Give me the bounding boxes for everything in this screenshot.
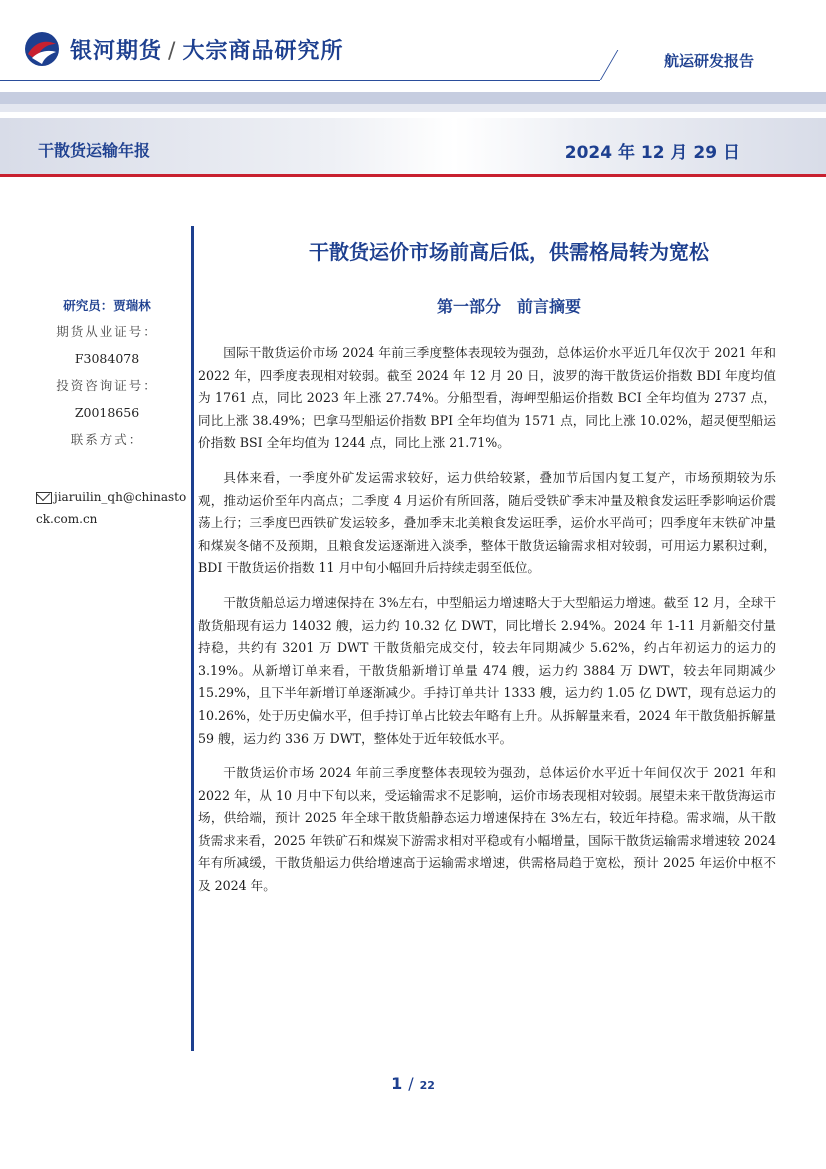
summary-paragraph: 干散货船总运力增速保持在 3%左右，中型船运力增速略大于大型船运力增速。截至 12 月，全球干散货船现有运力 14032 艘，运力约 10.32 亿 DWT，同比增长 2.94%。2024 年 1-11 月新船交付量持稳，共约有 3201 万 DWT 干散货船完成交付，较去年同期减少 5.62%，约占年初运力的运力的 3.19%。从新增订单来看，干散货船新增订单量 474 艘，运力约 3884 万 DWT，较去年同期减少 15.29%，且下半年新增订单逐渐减少。手持订单共计 1333 艘，运力约 1.05 亿 DWT，现有总运力的 10.26%，处于历史偏水平，但手持订单占比较去年略有上升。从拆解量来看，2024 年干散货船拆解量 59 艘，运力约 336 万 DWT，整体处于近年较低水平。 <box>198 594 776 746</box>
contact-label: 联系方式： <box>70 432 144 447</box>
section-title: 第一部分 前言摘要 <box>436 297 581 316</box>
email-address[interactable]: jiaruilin_qh@chinastock.com.cn <box>36 490 187 526</box>
consulting-license: Z0018656 <box>74 405 140 420</box>
page-separator: / <box>408 1074 414 1093</box>
total-pages: 22 <box>419 1079 435 1092</box>
header-band-light <box>0 104 826 112</box>
report-type: 航运研发报告 <box>663 52 754 70</box>
analyst-sidebar <box>28 296 186 452</box>
futures-license: F3084078 <box>74 351 140 366</box>
report-date: 2024 年 12 月 29 日 <box>564 143 740 163</box>
brand-slash: / <box>168 39 177 64</box>
envelope-icon <box>36 492 52 504</box>
report-series: 干散货运输年报 <box>38 141 151 160</box>
header-divider <box>0 80 600 81</box>
sidebar-divider <box>191 226 194 1051</box>
futures-license-label: 期货从业证号： <box>56 324 158 339</box>
header-band <box>0 92 826 104</box>
title-bar-underline <box>0 174 826 177</box>
analyst-name: 研究员：贾瑞林 <box>63 298 151 313</box>
page-number <box>0 1074 826 1093</box>
institute-name: 大宗商品研究所 <box>182 39 344 64</box>
summary-paragraph: 干散货运价市场 2024 年前三季度整体表现较为强劲，总体运价水平近十年间仅次于 2021 年和 2022 年，从 10 月中下旬以来，受运输需求不足影响，运价市场表现相对较弱。展望未来干散货海运市场，供给端，预计 2025 年全球干散货船静态运力增速保持在 3%左右，较近年持稳。需求端，从干散货需求来看，2025 年铁矿石和煤炭下游需求相对平稳或有小幅增量，国际干散货运输需求增速较 2024 年有所减缓，干散货船运力供给增速高于运输需求增速，供需格局趋于宽松，预计 2025 年运价中枢不及 2024 年。 <box>198 765 776 894</box>
current-page: 1 <box>391 1074 403 1093</box>
page-title: 干散货运价市场前高后低，供需格局转为宽松 <box>309 240 709 264</box>
contact-email[interactable] <box>36 486 188 530</box>
brand-line <box>70 34 343 65</box>
summary-body <box>198 342 776 910</box>
consulting-license-label: 投资咨询证号： <box>56 378 158 393</box>
company-name: 银河期货 <box>70 39 163 64</box>
summary-paragraph: 国际干散货运价市场 2024 年前三季度整体表现较为强劲，总体运价水平近几年仅次于 2021 年和 2022 年，四季度表现相对较弱。截至 2024 年 12 月 20 日，波罗的海干散货运价指数 BDI 年度均值为 1761 点，同比 2023 年上涨 27.74%。分船型看，海岬型船运价指数 BCI 全年均值为 2737 点，同比上涨 38.49%；巴拿马型船运价指数 BPI 全年均值为 1571 点，同比上涨 10.02%，超灵便型船运价指数 BSI 全年均值为 1244 点，同比上涨 21.71%。 <box>198 345 776 451</box>
summary-paragraph: 具体来看，一季度外矿发运需求较好，运力供给较紧，叠加节后国内复工复产，市场预期较为乐观，推动运价至年内高点；二季度 4 月运价有所回落，随后受铁矿季末冲量及粮食发运旺季影响运价震荡上行；三季度巴西铁矿发运较多，叠加季末北美粮食发运旺季，运价水平尚可；四季度年末铁矿冲量和煤炭冬储不及预期，且粮食发运逐渐进入淡季，整体干散货运输需求相对较弱，可用运力累积过剩，BDI 干散货运价指数 11 月中旬小幅回升后持续走弱至低位。 <box>198 469 776 576</box>
header-divider-slant <box>600 50 648 80</box>
company-logo <box>22 30 62 68</box>
